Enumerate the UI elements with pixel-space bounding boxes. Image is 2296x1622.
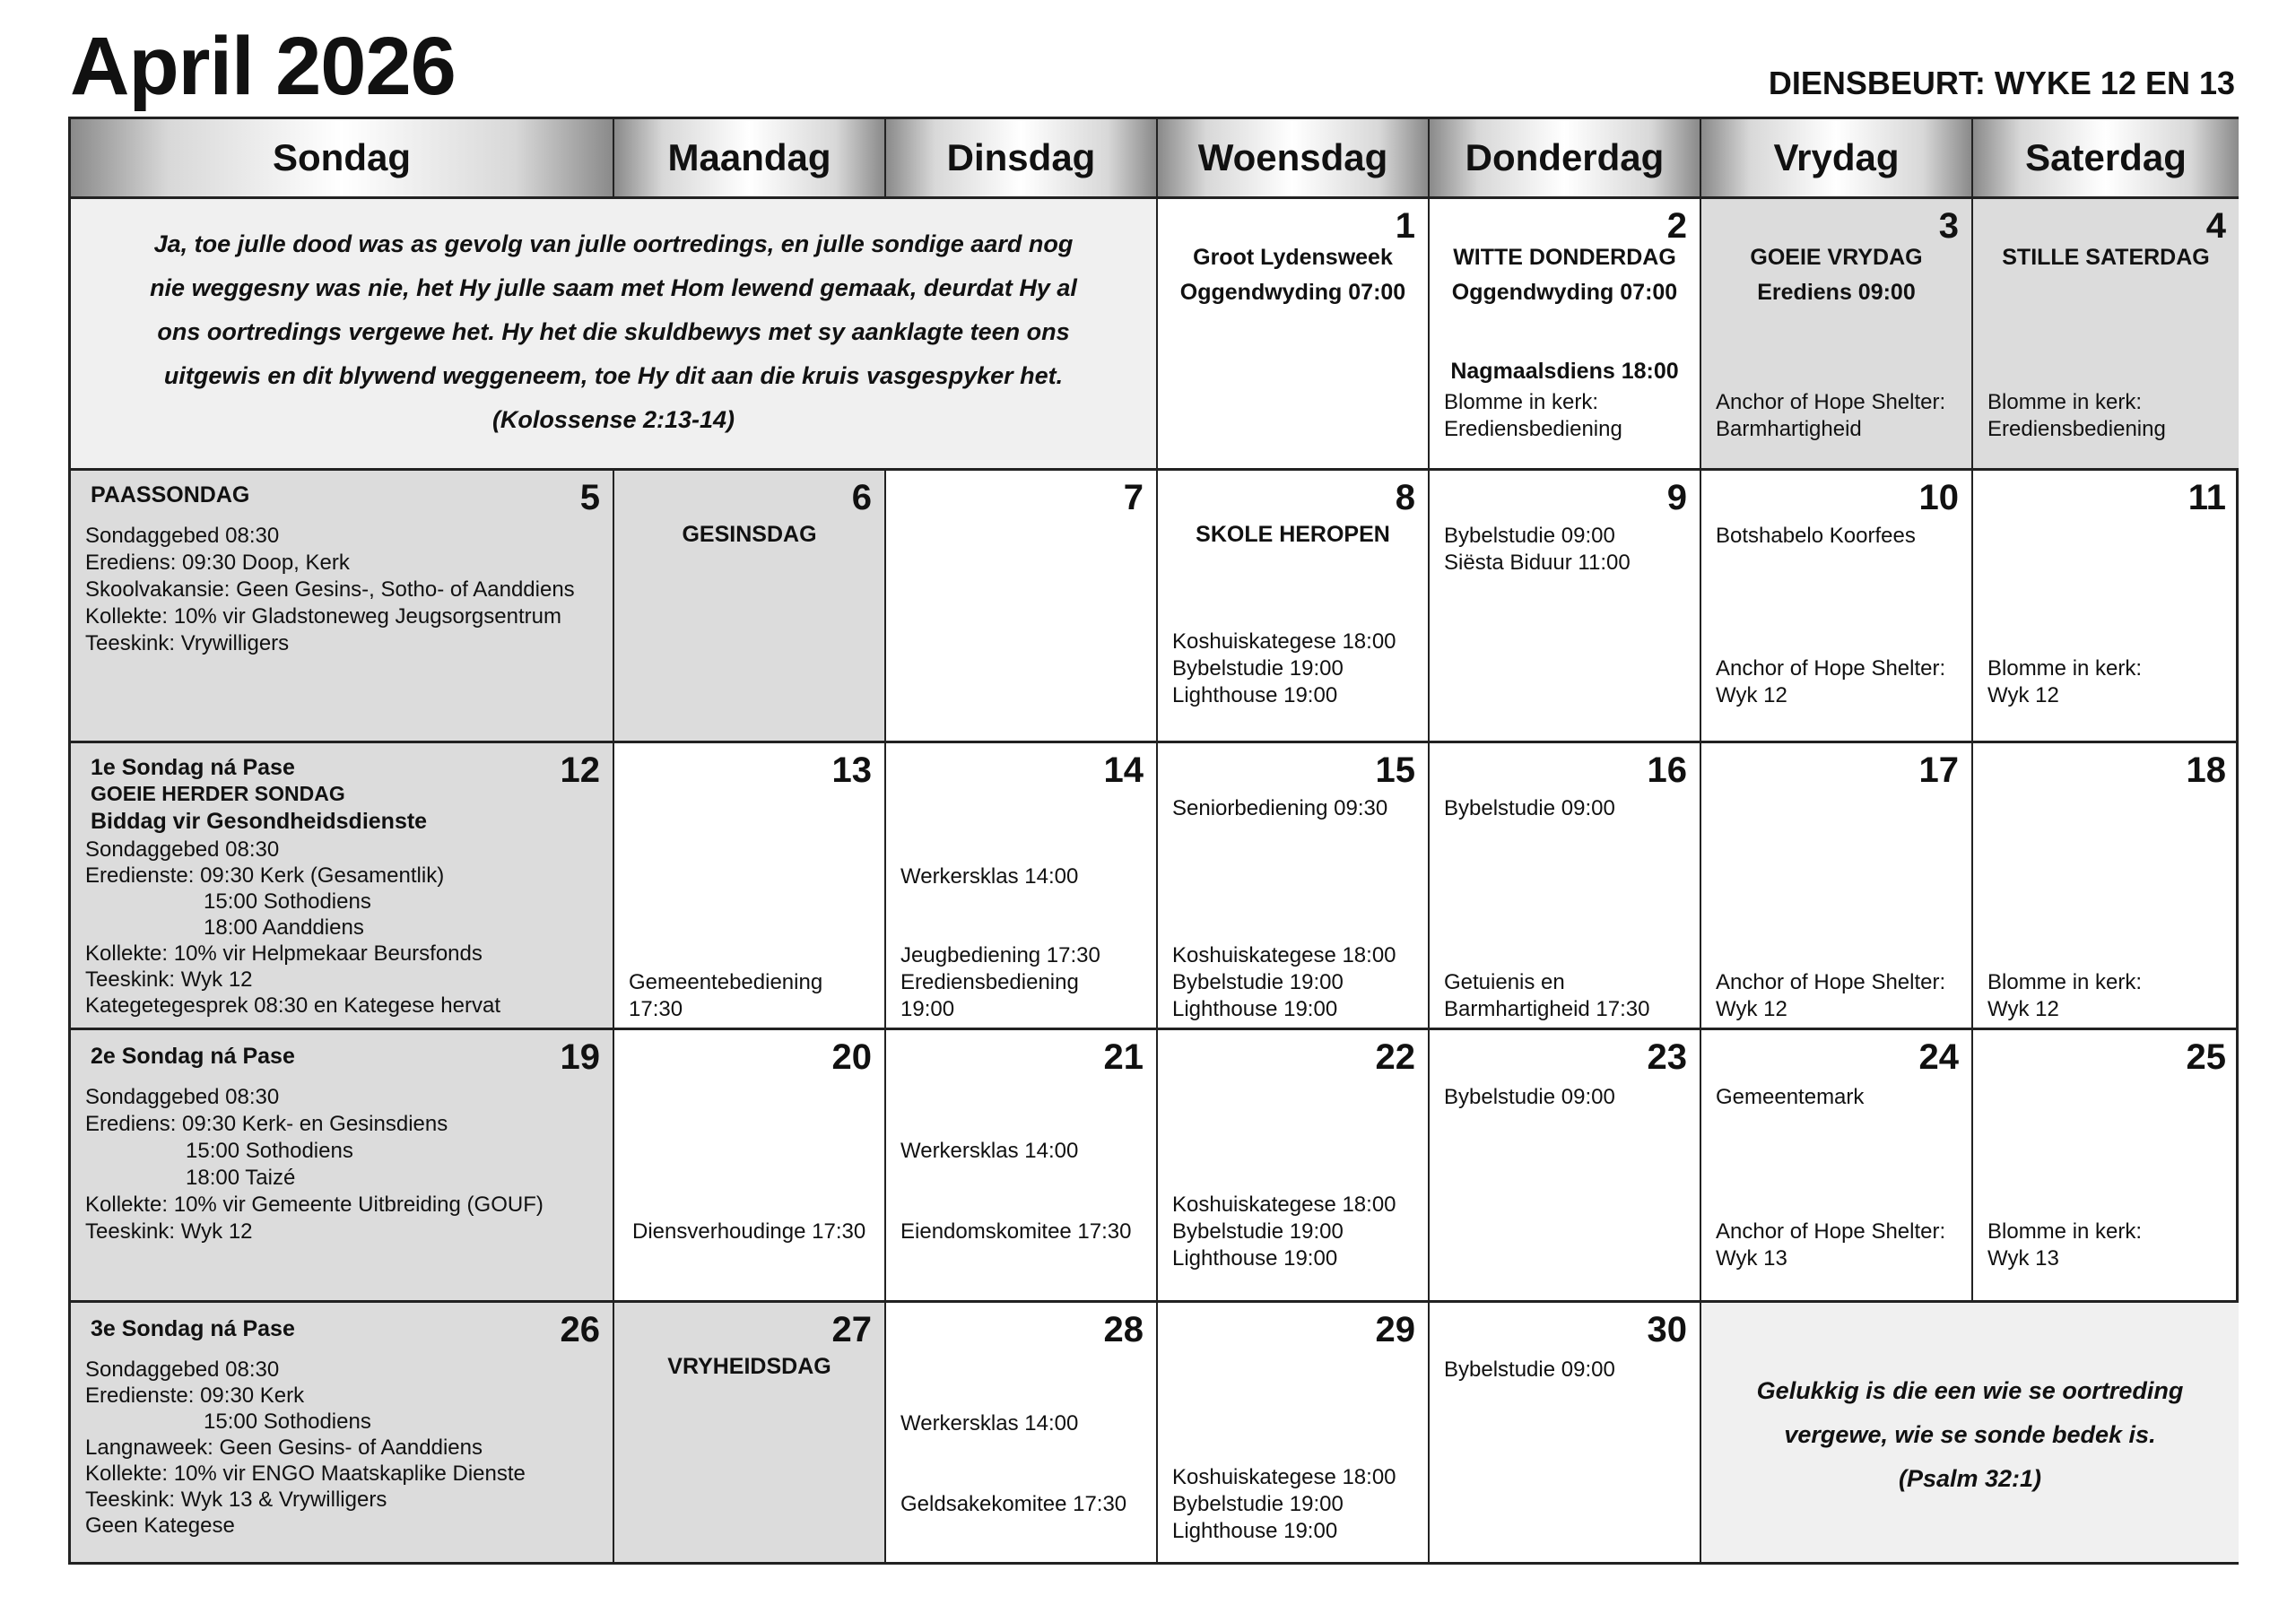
day-number: 25 [2186,1037,2226,1077]
event-line: Teeskink: Vrywilligers [85,631,290,655]
event-line: Bybelstudie 19:00 [1172,1219,1344,1244]
event-line: Werkersklas 14:00 [900,1411,1079,1436]
event-line: Koshuiskategese 18:00 [1172,629,1396,654]
day-number: 28 [1103,1310,1144,1349]
day-cell-11 [1973,471,2239,743]
day-number: 14 [1103,750,1144,790]
day-cell-29 [1158,1303,1430,1562]
event-line: Diensverhoudinge 17:30 [632,1219,866,1244]
event-line: Bybelstudie 19:00 [1172,656,1344,681]
event-line: Sondaggebed 08:30 [85,1085,280,1109]
day-header-sunday: Sondag [71,119,614,196]
event-line: Erediensbediening [1444,417,1622,441]
event-line: Wyk 12 [1987,683,2059,707]
event-line: Geldsakekomitee 17:30 [900,1492,1127,1516]
day-cell-15 [1158,743,1430,1030]
event-line: Barmhartigheid 17:30 [1444,997,1650,1021]
day-cell-26 [71,1303,614,1562]
day-number: 17 [1918,750,1959,790]
day-number: 27 [831,1310,872,1349]
event-line: Werkersklas 14:00 [900,864,1079,889]
day-cell-22 [1158,1030,1430,1303]
day-cell-20 [614,1030,886,1303]
event-line: Seniorbediening 09:30 [1172,796,1388,820]
verse-line: ons oortredings vergewe het. Hy het die skuldbewys met sy aanklagte teen ons [157,318,1070,345]
verse-line: vergewe, wie se sonde bedek is. [1784,1421,2156,1448]
day-header-friday: Vrydag [1701,119,1973,196]
day-number: 6 [851,478,872,517]
event-title: SKOLE HEROPEN [1196,522,1390,547]
event-line: Erediensbediening [1987,417,2166,441]
day-header-saturday: Saterdag [1973,119,2239,196]
day-number: 10 [1918,478,1959,517]
day-number: 15 [1375,750,1415,790]
day-cell-6 [614,471,886,743]
day-cell-27 [614,1303,886,1562]
day-number: 29 [1375,1310,1415,1349]
event-line: Sondaggebed 08:30 [85,1357,280,1382]
day-cell-9 [1430,471,1701,743]
event-title: Oggendwyding 07:00 [1451,280,1678,305]
event-line: Eiendomskomitee 17:30 [900,1219,1132,1244]
day-number: 16 [1647,750,1687,790]
calendar-grid [68,117,2239,1565]
day-number: 20 [831,1037,872,1077]
day-cell-14 [886,743,1158,1030]
event-line: Bybelstudie 09:00 [1444,796,1615,820]
event-line: 15:00 Sothodiens [204,1409,371,1434]
day-number: 22 [1375,1037,1415,1077]
event-line: 15:00 Sothodiens [186,1139,353,1163]
event-line: Koshuiskategese 18:00 [1172,943,1396,967]
event-line: Teeskink: Wyk 13 & Vrywilligers [85,1488,387,1512]
event-line: Kollekte: 10% vir ENGO Maatskaplike Dienste [85,1462,526,1486]
event-line: Langnaweek: Geen Gesins- of Aanddiens [85,1436,483,1460]
event-title: Oggendwyding 07:00 [1179,280,1406,305]
event-title: Biddag vir Gesondheidsdienste [91,809,428,834]
day-number: 30 [1647,1310,1687,1349]
event-line: Eredienste: 09:30 Kerk [85,1383,305,1408]
day-number: 21 [1103,1037,1144,1077]
event-line: Anchor of Hope Shelter: [1716,970,1946,994]
event-title: STILLE SATERDAG [2002,245,2210,270]
event-line: Bybelstudie 09:00 [1444,1357,1615,1382]
page-title: April 2026 [70,21,456,112]
event-line: Bybelstudie 09:00 [1444,1085,1615,1109]
event-line: Kollekte: 10% vir Gladstoneweg Jeugsorgsentrum [85,604,561,629]
day-header-tuesday: Dinsdag [886,119,1158,196]
event-line: Gemeentemark [1716,1085,1865,1109]
event-line: Wyk 12 [1716,997,1787,1021]
event-title: Erediens 09:00 [1757,280,1916,305]
event-title: GESINSDAG [682,522,817,547]
day-number: 11 [2187,478,2226,517]
event-line: Werkersklas 14:00 [900,1139,1079,1163]
day-number: 2 [1666,206,1687,246]
event-line: Barmhartigheid [1716,417,1862,441]
day-cell-3 [1701,199,1973,471]
day-number: 5 [579,478,600,517]
day-number: 23 [1647,1037,1687,1077]
event-line: Getuienis en [1444,970,1565,994]
event-line: Erediensbediening [900,970,1079,994]
event-line: Bybelstudie 19:00 [1172,970,1344,994]
event-line: Erediens: 09:30 Doop, Kerk [85,551,350,575]
day-cell-21 [886,1030,1158,1303]
day-number: 9 [1666,478,1687,517]
event-line: Koshuiskategese 18:00 [1172,1193,1396,1217]
event-line: Kategetegesprek 08:30 en Kategese hervat [85,993,501,1018]
event-line: Wyk 13 [1987,1246,2059,1271]
event-line: Blomme in kerk: [1987,970,2143,994]
day-header-monday: Maandag [614,119,886,196]
event-line: 19:00 [900,997,955,1021]
event-line: Anchor of Hope Shelter: [1716,656,1946,681]
event-line: Anchor of Hope Shelter: [1716,390,1946,414]
day-cell-16 [1430,743,1701,1030]
day-number: 7 [1123,478,1144,517]
day-cell-5 [71,471,614,743]
day-cell-10 [1701,471,1973,743]
day-cell-8 [1158,471,1430,743]
event-line: Kollekte: 10% vir Helpmekaar Beursfonds [85,941,483,966]
event-line: Erediens: 09:30 Kerk- en Gesinsdiens [85,1112,448,1136]
event-line: Eredienste: 09:30 Kerk (Gesamentlik) [85,863,445,888]
day-cell-13 [614,743,886,1030]
event-title: VRYHEIDSDAG [667,1354,831,1379]
day-cell-12 [71,743,614,1030]
event-line: Wyk 13 [1716,1246,1787,1271]
day-cell-30 [1430,1303,1701,1562]
event-line: Bybelstudie 19:00 [1172,1492,1344,1516]
event-line: Jeugbediening 17:30 [900,943,1100,967]
event-line: Wyk 12 [1987,997,2059,1021]
day-cell-23 [1430,1030,1701,1303]
event-title: Nagmaalsdiens 18:00 [1450,359,1679,384]
day-cell-18 [1973,743,2239,1030]
event-line: Sondaggebed 08:30 [85,524,280,548]
event-line: Siësta Biduur 11:00 [1444,551,1631,575]
event-line: Kollekte: 10% vir Gemeente Uitbreiding (GOUF) [85,1193,544,1217]
day-number: 13 [831,750,872,790]
day-header-wednesday: Woensdag [1158,119,1430,196]
verse-line: nie weggesny was nie, het Hy julle saam met Hom lewend gemaak, deurdat Hy al [150,274,1077,301]
day-cell-17 [1701,743,1973,1030]
day-cell-4 [1973,199,2239,471]
event-line: Blomme in kerk: [1987,1219,2143,1244]
event-title: GOEIE HERDER SONDAG [91,782,345,805]
verse-line: uitgewis en dit blywend weggeneem, toe Hy dit aan die kruis vasgespyker het. [163,362,1064,389]
event-line: Blomme in kerk: [1444,390,1599,414]
event-line: Lighthouse 19:00 [1172,1246,1338,1271]
event-title: 3e Sondag ná Pase [91,1316,295,1341]
verse-top [71,199,1158,471]
event-title: 1e Sondag ná Pase [91,755,295,780]
event-line: Geen Kategese [85,1514,235,1538]
day-cell-1 [1158,199,1430,471]
day-cell-28 [886,1303,1158,1562]
event-line: 15:00 Sothodiens [204,889,371,914]
day-cell-25 [1973,1030,2239,1303]
event-line: Blomme in kerk: [1987,656,2143,681]
event-line: Lighthouse 19:00 [1172,997,1338,1021]
day-number: 24 [1918,1037,1959,1077]
event-line: 18:00 Taizé [186,1166,296,1190]
day-number: 19 [560,1037,600,1077]
day-cell-24 [1701,1030,1973,1303]
day-cell-7 [886,471,1158,743]
event-line: Anchor of Hope Shelter: [1716,1219,1946,1244]
verse-reference: (Kolossense 2:13-14) [491,406,735,433]
day-number: 4 [2205,206,2226,246]
event-line: Lighthouse 19:00 [1172,1519,1338,1543]
day-number: 12 [560,750,600,790]
event-title: 2e Sondag ná Pase [91,1044,295,1069]
day-cell-2 [1430,199,1701,471]
verse-top-text [107,222,1120,442]
event-line: Sondaggebed 08:30 [85,837,280,862]
day-number: 3 [1938,206,1959,246]
event-line: Teeskink: Wyk 12 [85,1219,253,1244]
event-line: Lighthouse 19:00 [1172,683,1338,707]
verse-bottom [1701,1303,2239,1562]
verse-reference: (Psalm 32:1) [1898,1465,2042,1492]
verse-line: Ja, toe julle dood was as gevolg van julle oortredings, en julle sondige aard nog [153,230,1074,257]
event-line: Blomme in kerk: [1987,390,2143,414]
event-line: 18:00 Aanddiens [204,915,364,940]
verse-line: Gelukkig is die een wie se oortreding [1756,1377,2184,1404]
event-title: PAASSONDAG [91,482,250,507]
day-number: 1 [1395,206,1415,246]
event-line: Botshabelo Koorfees [1716,524,1916,548]
event-title: Groot Lydensweek [1193,245,1393,270]
day-number: 26 [560,1310,600,1349]
day-header-thursday: Donderdag [1430,119,1701,196]
event-title: GOEIE VRYDAG [1750,245,1923,270]
event-line: Gemeentebediening [629,970,823,994]
duty-roster-label: DIENSBEURT: WYKE 12 EN 13 [1768,65,2235,101]
day-number: 18 [2186,750,2226,790]
event-line: Koshuiskategese 18:00 [1172,1465,1396,1489]
event-line: 17:30 [629,997,683,1021]
event-line: Wyk 12 [1716,683,1787,707]
event-title: WITTE DONDERDAG [1453,245,1676,270]
event-line: Skoolvakansie: Geen Gesins-, Sotho- of Aanddiens [85,577,575,602]
event-line: Bybelstudie 09:00 [1444,524,1615,548]
verse-bottom-text [1710,1369,2230,1501]
event-line: Teeskink: Wyk 12 [85,967,253,992]
day-cell-19 [71,1030,614,1303]
day-number: 8 [1395,478,1415,517]
